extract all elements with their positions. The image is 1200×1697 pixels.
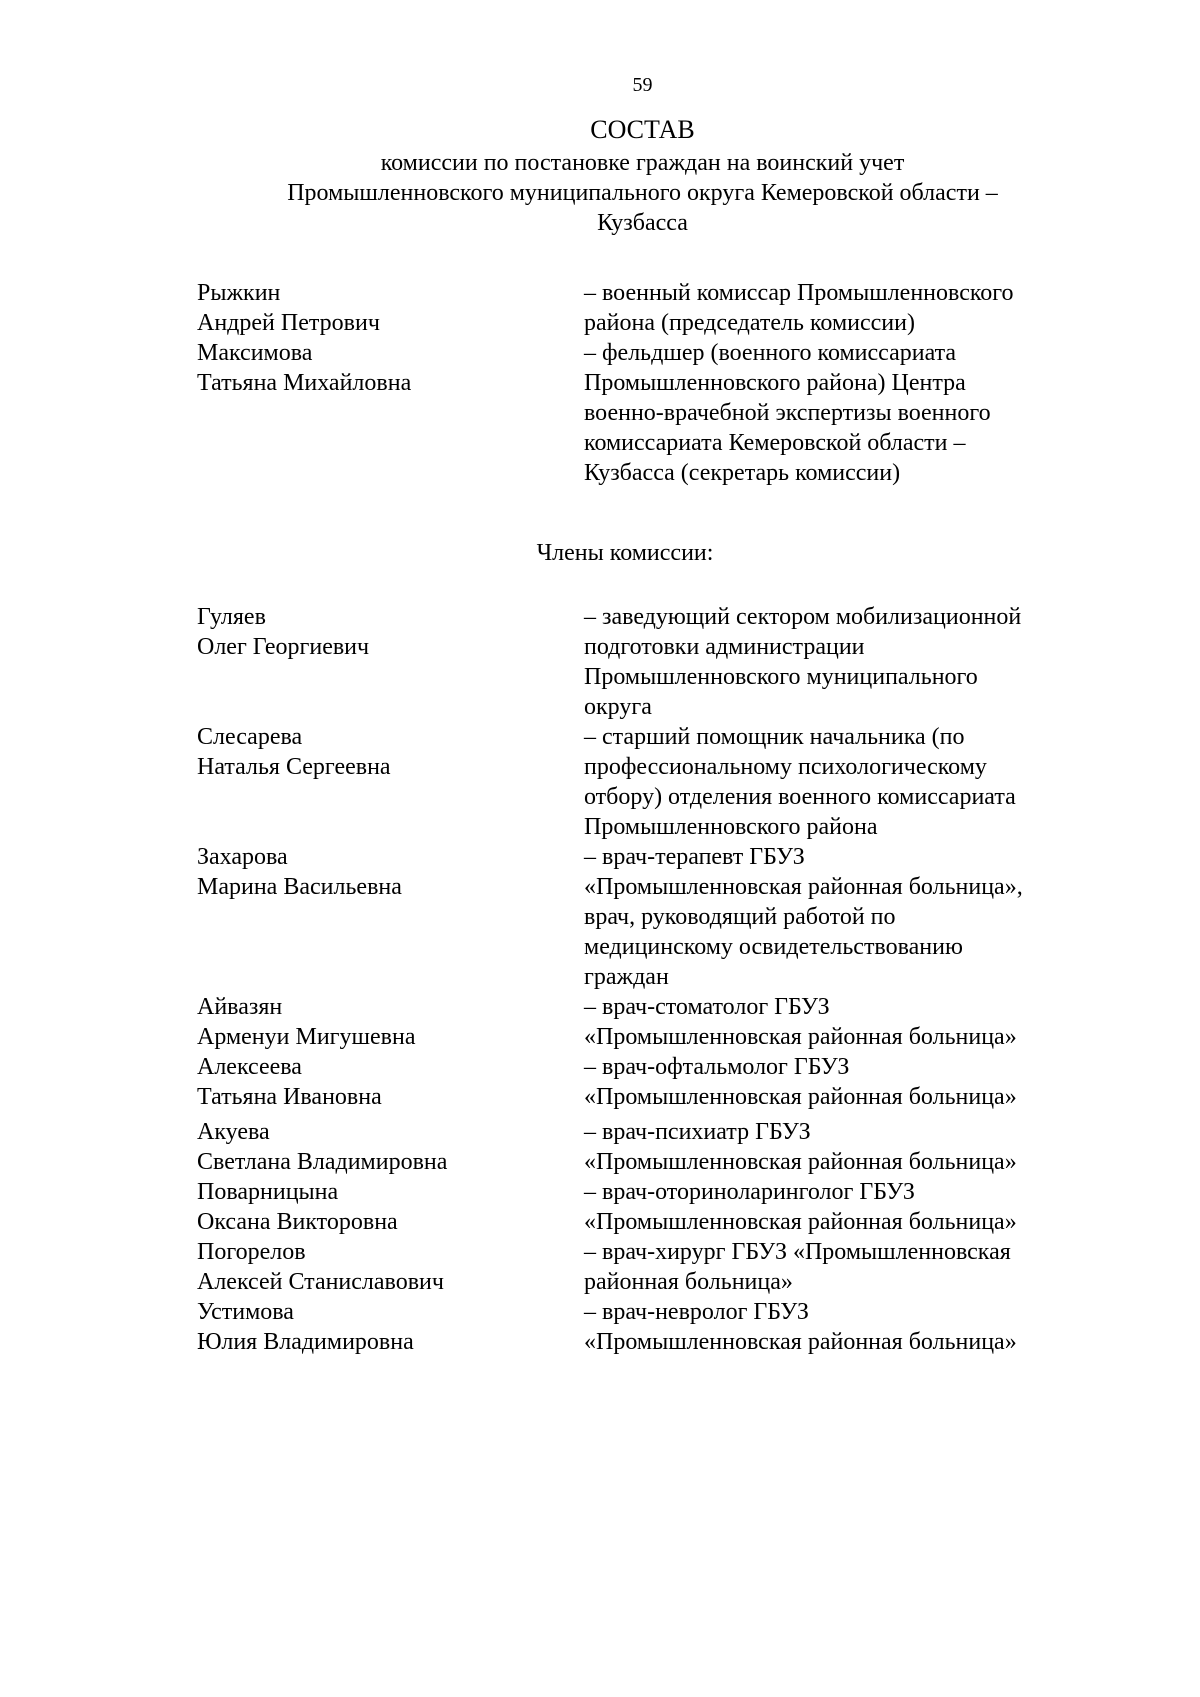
surname: Погорелов [197,1239,306,1265]
role-line: «Промышленновская районная больница», [584,874,1023,900]
commission-entry [197,278,1127,338]
document-title: СОСТАВ [590,115,695,144]
role-line: «Промышленновская районная больница» [584,1084,1017,1110]
surname: Айвазян [197,994,283,1020]
commission-entry [197,1052,1127,1112]
page-number: 59 [632,74,653,96]
commission-entry [197,1297,1127,1357]
role-line: профессиональному психологическому [584,754,987,780]
given-names: Татьяна Ивановна [197,1084,382,1110]
surname: Захарова [197,844,288,870]
document-subtitle [180,148,1105,238]
commission-entry [197,1177,1127,1237]
surname: Рыжкин [197,280,281,306]
subtitle-line: Кузбасса [597,210,688,236]
leadership-list [197,278,1127,488]
person-name [197,602,584,722]
surname: Алексеева [197,1054,302,1080]
given-names: Марина Васильевна [197,874,402,900]
given-names: Олег Георгиевич [197,634,370,660]
role-line: – врач-терапевт ГБУЗ [584,844,805,870]
person-name [197,1052,584,1112]
person-name [197,842,584,992]
surname: Акуева [197,1119,270,1145]
given-names: Татьяна Михайловна [197,370,412,396]
role-line: военно-врачебной экспертизы военного [584,400,991,426]
person-name [197,278,584,338]
commission-entry [197,338,1127,488]
role-line: – врач-стоматолог ГБУЗ [584,994,830,1020]
role-line: Промышленновского района [584,814,878,840]
role-line: – врач-хирург ГБУЗ «Промышленновская [584,1239,1011,1265]
person-role [584,602,1127,722]
person-role [584,278,1127,338]
role-line: – старший помощник начальника (по [584,724,965,750]
role-line: районная больница» [584,1269,793,1295]
person-name [197,1297,584,1357]
person-role [584,1177,1127,1237]
role-line: – врач-психиатр ГБУЗ [584,1119,811,1145]
person-name [197,1177,584,1237]
surname: Устимова [197,1299,294,1325]
given-names: Андрей Петрович [197,310,380,336]
surname: Слесарева [197,724,303,750]
role-line: Промышленновского муниципального [584,664,978,690]
person-name [197,722,584,842]
commission-entry [197,722,1127,842]
role-line: – врач-оториноларинголог ГБУЗ [584,1179,915,1205]
given-names: Наталья Сергеевна [197,754,391,780]
role-line: «Промышленновская районная больница» [584,1024,1017,1050]
person-role [584,1297,1127,1357]
surname: Гуляев [197,604,266,630]
surname: Поварницына [197,1179,339,1205]
given-names: Юлия Владимировна [197,1329,414,1355]
members-list [197,602,1127,1357]
role-line: – врач-офтальмолог ГБУЗ [584,1054,850,1080]
role-line: Кузбасса (секретарь комиссии) [584,460,901,486]
role-line: – заведующий сектором мобилизационной [584,604,1022,630]
role-line: подготовки администрации [584,634,865,660]
role-line: «Промышленновская районная больница» [584,1149,1017,1175]
members-heading: Члены комиссии: [536,540,714,566]
person-role [584,842,1127,992]
person-role [584,992,1127,1052]
person-name [197,992,584,1052]
role-line: района (председатель комиссии) [584,310,915,336]
person-role [584,338,1127,488]
role-line: отбору) отделения военного комиссариата [584,784,1016,810]
person-role [584,722,1127,842]
role-line: «Промышленновская районная больница» [584,1329,1017,1355]
person-role [584,1237,1127,1297]
given-names: Арменуи Мигушевна [197,1024,416,1050]
person-name [197,1117,584,1177]
person-role [584,1052,1127,1112]
role-line: граждан [584,964,669,990]
role-line: Промышленновского района) Центра [584,370,966,396]
role-line: округа [584,694,652,720]
person-role [584,1117,1127,1177]
commission-entry [197,1117,1127,1177]
commission-entry [197,602,1127,722]
role-line: врач, руководящий работой по [584,904,896,930]
given-names: Оксана Викторовна [197,1209,398,1235]
commission-entry [197,1237,1127,1297]
subtitle-line: Промышленновского муниципального округа Кемеровской области – [287,180,998,206]
role-line: «Промышленновская районная больница» [584,1209,1017,1235]
role-line: комиссариата Кемеровской области – [584,430,966,456]
role-line: – фельдшер (военного комиссариата [584,340,957,366]
commission-entry [197,842,1127,992]
person-name [197,338,584,488]
surname: Максимова [197,340,313,366]
role-line: – военный комиссар Промышленновского [584,280,1014,306]
person-name [197,1237,584,1297]
subtitle-line: комиссии по постановке граждан на воинский учет [380,150,905,176]
role-line: – врач-невролог ГБУЗ [584,1299,809,1325]
commission-entry [197,992,1127,1052]
role-line: медицинскому освидетельствованию [584,934,963,960]
given-names: Светлана Владимировна [197,1149,448,1175]
given-names: Алексей Станиславович [197,1269,444,1295]
